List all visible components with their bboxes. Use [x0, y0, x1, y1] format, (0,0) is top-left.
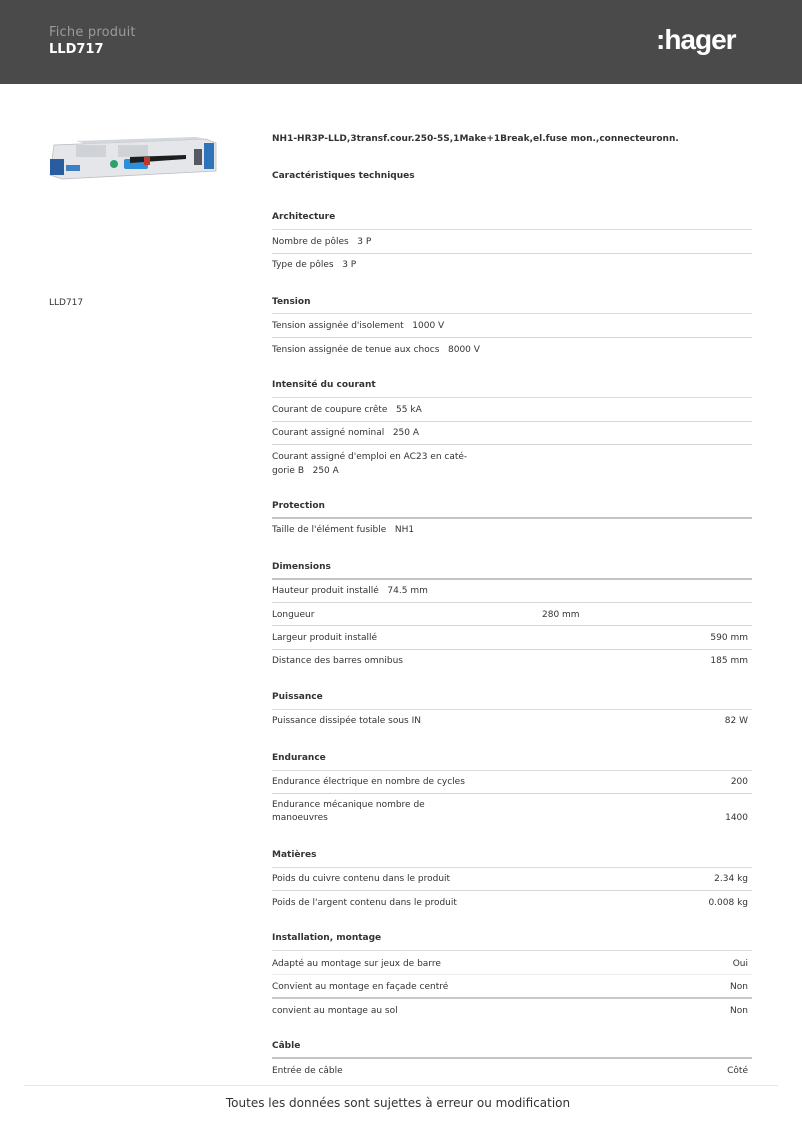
spec-row — [272, 236, 752, 248]
spec-value: 590 mm — [710, 633, 748, 643]
product-description: NH1-HR3P-LLD,3transf.cour.250-5S,1Make+1Break,el.fuse mon.,connecteuronn. — [272, 134, 679, 144]
spec-value: Non — [730, 1006, 748, 1016]
spec-value: 3 P — [357, 237, 372, 247]
spec-value: 250 A — [392, 428, 420, 438]
spec-row — [272, 259, 752, 271]
section-title-architecture: Architecture — [272, 212, 336, 222]
footer-disclaimer: Toutes les données sont sujettes à erreur ou modification — [225, 1096, 571, 1110]
section-title-installation: Installation, montage — [272, 933, 382, 943]
spec-label: Type de pôles — [272, 260, 334, 270]
spec-value: 1000 V — [412, 321, 445, 331]
row-divider — [272, 337, 752, 338]
spec-row — [272, 609, 752, 621]
spec-value: 0.008 kg — [708, 898, 748, 908]
spec-row — [272, 524, 752, 536]
spec-row — [272, 799, 752, 825]
spec-row — [272, 897, 752, 909]
section-title-puissance: Puissance — [272, 692, 323, 702]
section-title-cable: Câble — [272, 1041, 301, 1051]
spec-value: NH1 — [394, 525, 415, 535]
spec-value: 200 — [730, 777, 748, 787]
row-divider — [272, 602, 752, 603]
section-divider — [272, 770, 752, 771]
spec-value: 1400 — [725, 813, 748, 823]
spec-label: Hauteur produit installé — [272, 586, 379, 596]
spec-row — [272, 632, 752, 644]
spec-label: Tension assignée de tenue aux chocs — [272, 345, 440, 355]
spec-row — [272, 344, 752, 356]
row-divider — [272, 253, 752, 254]
row-divider — [272, 793, 752, 794]
spec-label: convient au montage au sol — [272, 1006, 398, 1016]
spec-value: 280 mm — [542, 610, 580, 620]
spec-label: Poids de l'argent contenu dans le produit — [272, 898, 457, 908]
section-title-dimensions: Dimensions — [272, 562, 331, 572]
section-divider — [272, 709, 752, 710]
spec-label: Convient au montage en façade centré — [272, 982, 449, 992]
row-divider — [272, 997, 752, 999]
spec-label: Entrée de câble — [272, 1066, 343, 1076]
spec-label: Adapté au montage sur jeux de barre — [272, 959, 441, 969]
document-type: Fiche produit — [49, 25, 136, 40]
hager-logo: :hager — [656, 24, 736, 55]
product-reference-title: LLD717 — [49, 42, 104, 57]
spec-row — [272, 776, 752, 788]
spec-row — [272, 585, 752, 597]
spec-row — [272, 320, 752, 332]
spec-label: Longueur — [272, 610, 315, 620]
spec-value: 55 kA — [396, 405, 422, 415]
spec-label-continued: gorie B — [272, 466, 304, 476]
spec-row — [272, 715, 752, 727]
spec-label: Nombre de pôles — [272, 237, 349, 247]
section-divider — [272, 229, 752, 230]
spec-row — [272, 404, 752, 416]
spec-label: Poids du cuivre contenu dans le produit — [272, 874, 451, 884]
section-title-tension: Tension — [272, 297, 311, 307]
product-content — [272, 132, 752, 183]
section-title-intensite: Intensité du courant — [272, 380, 376, 390]
row-divider — [272, 974, 752, 975]
spec-row — [272, 427, 752, 439]
spec-value: Non — [730, 982, 748, 992]
spec-label: Courant assigné d'emploi en AC23 en caté- — [272, 452, 468, 462]
page-header — [0, 0, 802, 84]
section-divider — [272, 867, 752, 868]
spec-row — [272, 1065, 752, 1077]
section-title-protection: Protection — [272, 501, 325, 511]
section-title-matieres: Matières — [272, 850, 317, 860]
spec-label-continued: manoeuvres — [272, 813, 328, 823]
row-divider — [272, 890, 752, 891]
technical-characteristics-title: Caractéristiques techniques — [272, 171, 415, 181]
section-title-endurance: Endurance — [272, 753, 326, 763]
spec-row — [272, 655, 752, 667]
section-divider — [272, 397, 752, 398]
spec-label: Courant de coupure crête — [272, 405, 388, 415]
spec-row — [272, 1005, 752, 1017]
spec-label: Taille de l'élément fusible — [272, 525, 387, 535]
row-divider — [272, 649, 752, 650]
spec-value: 3 P — [342, 260, 357, 270]
spec-label: Largeur produit installé — [272, 633, 378, 643]
spec-row — [272, 981, 752, 993]
spec-label: Distance des barres omnibus — [272, 656, 403, 666]
section-divider — [272, 313, 752, 314]
product-reference-label: LLD717 — [49, 298, 84, 308]
product-image — [46, 135, 218, 181]
spec-value: 185 mm — [710, 656, 748, 666]
spec-value: 74.5 mm — [387, 586, 428, 596]
spec-label: Courant assigné nominal — [272, 428, 385, 438]
spec-value: 250 A — [312, 466, 339, 476]
section-divider — [272, 950, 752, 951]
spec-value: Oui — [732, 959, 748, 969]
footer-divider — [24, 1085, 778, 1086]
section-divider — [272, 1057, 752, 1059]
spec-value: 8000 V — [448, 345, 480, 355]
spec-value: 82 W — [724, 716, 748, 726]
spec-row — [272, 450, 752, 478]
spec-value: Côté — [727, 1066, 748, 1076]
spec-label: Endurance mécanique nombre de — [272, 800, 425, 810]
row-divider — [272, 421, 752, 422]
row-divider — [272, 444, 752, 445]
spec-row — [272, 873, 752, 885]
spec-row — [272, 958, 752, 970]
spec-label: Puissance dissipée totale sous IN — [272, 716, 421, 726]
section-divider — [272, 517, 752, 519]
spec-label: Endurance électrique en nombre de cycles — [272, 777, 465, 787]
section-divider — [272, 578, 752, 580]
spec-label: Tension assignée d'isolement — [272, 321, 404, 331]
row-divider — [272, 625, 752, 626]
spec-value: 2.34 kg — [714, 874, 748, 884]
